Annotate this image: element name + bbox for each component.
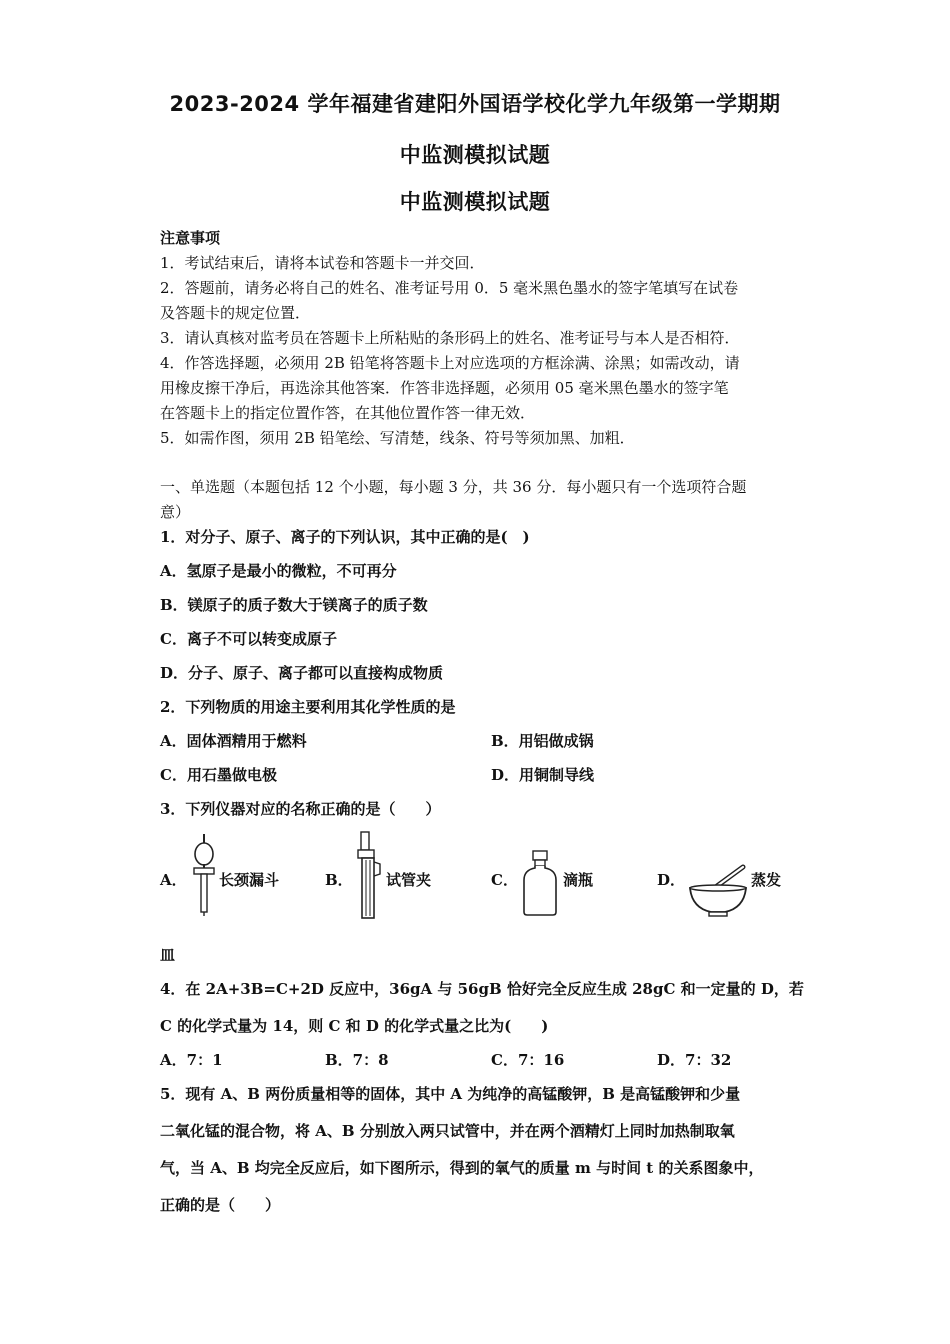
notice-heading: 注意事项 <box>160 229 221 247</box>
notice-line: 4．作答选择题，必须用 2B 铅笔将答题卡上对应选项的方框涂满、涂黑；如需改动，请 <box>160 354 740 372</box>
notice-line: 在答题卡上的指定位置作答，在其他位置作答一律无效． <box>160 404 536 422</box>
notice-line: 2．答题前，请务必将自己的姓名、准考证号用 0．5 毫米黑色墨水的签字笔填写在试卷 <box>160 279 739 297</box>
q1-option-b: B．镁原子的质子数大于镁离子的质子数 <box>160 596 428 614</box>
q5-stem-line4: 正确的是（ ） <box>160 1196 281 1214</box>
notice-line: 5．如需作图，须用 2B 铅笔绘、写清楚，线条、符号等须加黑、加粗． <box>160 429 635 447</box>
q3-option-c-letter: C． <box>491 871 518 889</box>
q4-option-d: D．7：32 <box>657 1051 732 1069</box>
q5-stem-line1: 5．现有 A、B 两份质量相等的固体，其中 A 为纯净的高锰酸钾，B 是高锰酸钾和少量 <box>160 1085 741 1103</box>
notice-line: 1．考试结束后，请将本试卷和答题卡一并交回． <box>160 254 485 272</box>
q4-stem-line2: C 的化学式量为 14，则 C 和 D 的化学式量之比为( ) <box>160 1017 549 1035</box>
q1-option-a: A．氢原子是最小的微粒，不可再分 <box>160 562 397 580</box>
q2-option-c: C．用石墨做电极 <box>160 766 277 784</box>
dropping-bottle-icon <box>520 850 560 916</box>
notice-line: 及答题卡的规定位置． <box>160 304 311 322</box>
mortar-pestle-icon <box>687 864 749 918</box>
q3-option-a-letter: A． <box>160 871 187 889</box>
q3-option-a-name: 长颈漏斗 <box>219 871 280 889</box>
page-title-line2: 中监测模拟试题 <box>399 143 551 167</box>
q3-option-c-name: 滴瓶 <box>563 871 594 889</box>
q3-option-b-name: 试管夹 <box>386 871 432 889</box>
long-neck-funnel-icon <box>190 834 218 916</box>
q3-stem: 3．下列仪器对应的名称正确的是（ ） <box>160 800 441 818</box>
q1-option-d: D．分子、原子、离子都可以直接构成物质 <box>160 664 444 682</box>
q2-option-d: D．用铜制导线 <box>491 766 595 784</box>
section-heading-line2: 意） <box>160 503 191 521</box>
test-tube-clamp-icon <box>352 830 384 920</box>
q4-option-a: A．7：1 <box>160 1051 223 1069</box>
q1-stem: 1．对分子、原子、离子的下列认识，其中正确的是( ) <box>160 528 530 546</box>
q2-option-b: B．用铝做成锅 <box>491 732 594 750</box>
section-heading-line1: 一、单选题（本题包括 12 个小题，每小题 3 分，共 36 分．每小题只有一个选项符合题 <box>160 478 747 496</box>
notice-line: 用橡皮擦干净后，再选涂其他答案．作答非选择题，必须用 05 毫米黑色墨水的签字笔 <box>160 379 729 397</box>
q5-stem-line2: 二氧化锰的混合物，将 A、B 分别放入两只试管中，并在两个酒精灯上同时加热制取氧 <box>160 1122 735 1140</box>
q1-option-c: C．离子不可以转变成原子 <box>160 630 337 648</box>
q3-option-b-letter: B． <box>325 871 353 889</box>
page-title-line1: 2023-2024 学年福建省建阳外国语学校化学九年级第一学期期 <box>169 92 781 116</box>
q3-option-d-name-continued: 皿 <box>160 946 176 964</box>
q5-stem-line3: 气，当 A、B 均完全反应后，如下图所示，得到的氧气的质量 m 与时间 t 的关系图象中， <box>160 1159 764 1177</box>
q2-stem: 2．下列物质的用途主要利用其化学性质的是 <box>160 698 456 716</box>
q4-option-b: B．7：8 <box>325 1051 389 1069</box>
q4-option-c: C．7：16 <box>491 1051 565 1069</box>
q3-option-d-name: 蒸发 <box>751 871 782 889</box>
page-title-line3: 中监测模拟试题 <box>399 190 551 214</box>
q3-option-d-letter: D． <box>657 871 686 889</box>
notice-line: 3．请认真核对监考员在答题卡上所粘贴的条形码上的姓名、准考证号与本人是否相符． <box>160 329 740 347</box>
q2-option-a: A．固体酒精用于燃料 <box>160 732 307 750</box>
q4-stem-line1: 4．在 2A+3B=C+2D 反应中，36gA 与 56gB 恰好完全反应生成 28gC 和一定量的 D，若 <box>160 980 804 998</box>
